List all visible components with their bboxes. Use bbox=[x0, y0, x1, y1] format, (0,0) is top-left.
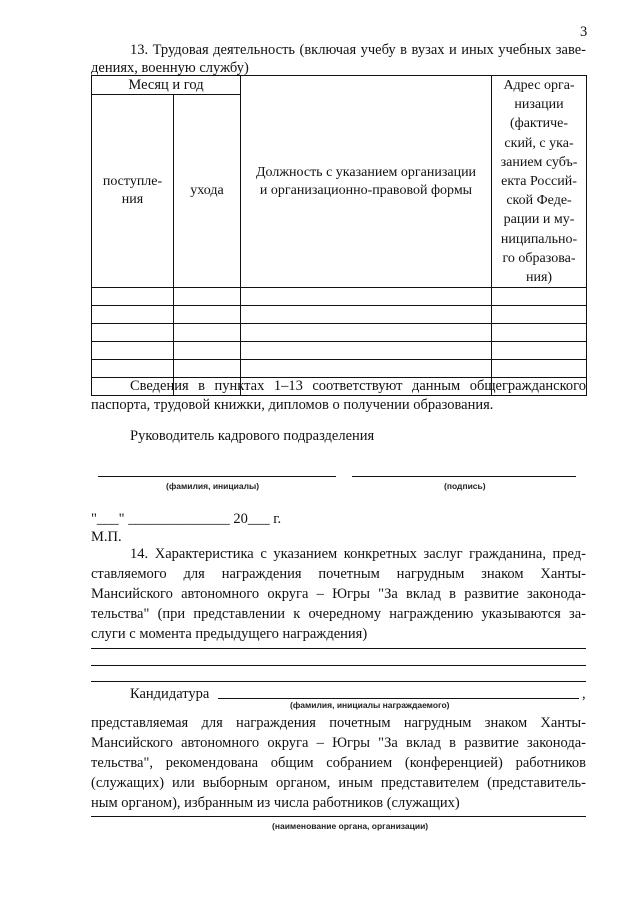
candidacy-caption: (фамилия, инициалы награждаемого) bbox=[290, 700, 450, 710]
table-row bbox=[92, 306, 587, 324]
header-position: Должность с указанием организации и организационно-правовой формы bbox=[241, 76, 492, 288]
page-number: 3 bbox=[580, 24, 588, 40]
header-end: ухода bbox=[174, 94, 241, 287]
candidacy-label: Кандидатура bbox=[130, 686, 210, 702]
name-line bbox=[98, 476, 336, 477]
org-line bbox=[91, 816, 586, 817]
hr-head-label: Руководитель кадрового подразделения bbox=[130, 428, 375, 444]
candidacy-text-line: Мансийского автономного округа – Югры "За вклад в развитие законода- bbox=[91, 735, 586, 751]
blank-line bbox=[91, 681, 586, 682]
candidacy-comma: , bbox=[582, 686, 586, 702]
section-14-line: ставляемого для награждения почетным нагрудным знаком Ханты- bbox=[91, 566, 586, 582]
candidacy-text-line: тельства", рекомендована общим собранием (конференцией) работников bbox=[91, 755, 586, 771]
blank-line bbox=[91, 648, 586, 649]
candidacy-text-line: ным органом), избранным из числа работников (служащих) bbox=[91, 795, 460, 811]
signature-caption: (подпись) bbox=[444, 481, 486, 491]
section-14-line: тельства" (при представлении к очередному награждению указываются за- bbox=[91, 606, 586, 622]
date-line: "___" ______________ 20___ г. bbox=[91, 511, 282, 527]
header-address: Адрес орга- низации (фактиче- ский, с ука- занием субъ- екта Россий- ской Феде- рации и му- ниципально- го образова- ния) bbox=[492, 76, 587, 288]
note-text: Сведения в пунктах 1–13 соответствуют данным общегражданского bbox=[130, 378, 586, 394]
candidacy-text-line: представляемая для награждения почетным нагрудным знаком Ханты- bbox=[91, 715, 586, 731]
org-caption: (наименование органа, организации) bbox=[272, 821, 429, 831]
section-14-line: Мансийского автономного округа – Югры "За вклад в развитие законода- bbox=[91, 586, 586, 602]
table-row bbox=[92, 324, 587, 342]
candidacy-line bbox=[218, 698, 579, 699]
table-row bbox=[92, 288, 587, 306]
section-14-line: слуги с момента предыдущего награждения) bbox=[91, 626, 368, 642]
blank-line bbox=[91, 665, 586, 666]
section-13-heading: 13. Трудовая деятельность (включая учебу в вузах и иных учебных заве- bbox=[130, 42, 586, 58]
section-14-line: 14. Характеристика с указанием конкретных заслуг гражданина, пред- bbox=[130, 546, 586, 562]
stamp-place: М.П. bbox=[91, 529, 122, 545]
candidacy-text-line: (служащих) или выборным органом, иным представителем (представитель- bbox=[91, 775, 586, 791]
section-13-heading-cont: дениях, военную службу) bbox=[91, 60, 249, 76]
header-month-year: Месяц и год bbox=[92, 76, 241, 95]
header-start: поступле- ния bbox=[92, 94, 174, 287]
signature-line bbox=[352, 476, 576, 477]
name-caption: (фамилия, инициалы) bbox=[166, 481, 260, 491]
employment-table bbox=[91, 75, 587, 396]
note-text-cont: паспорта, трудовой книжки, дипломов о получении образования. bbox=[91, 397, 494, 413]
table-row bbox=[92, 342, 587, 360]
